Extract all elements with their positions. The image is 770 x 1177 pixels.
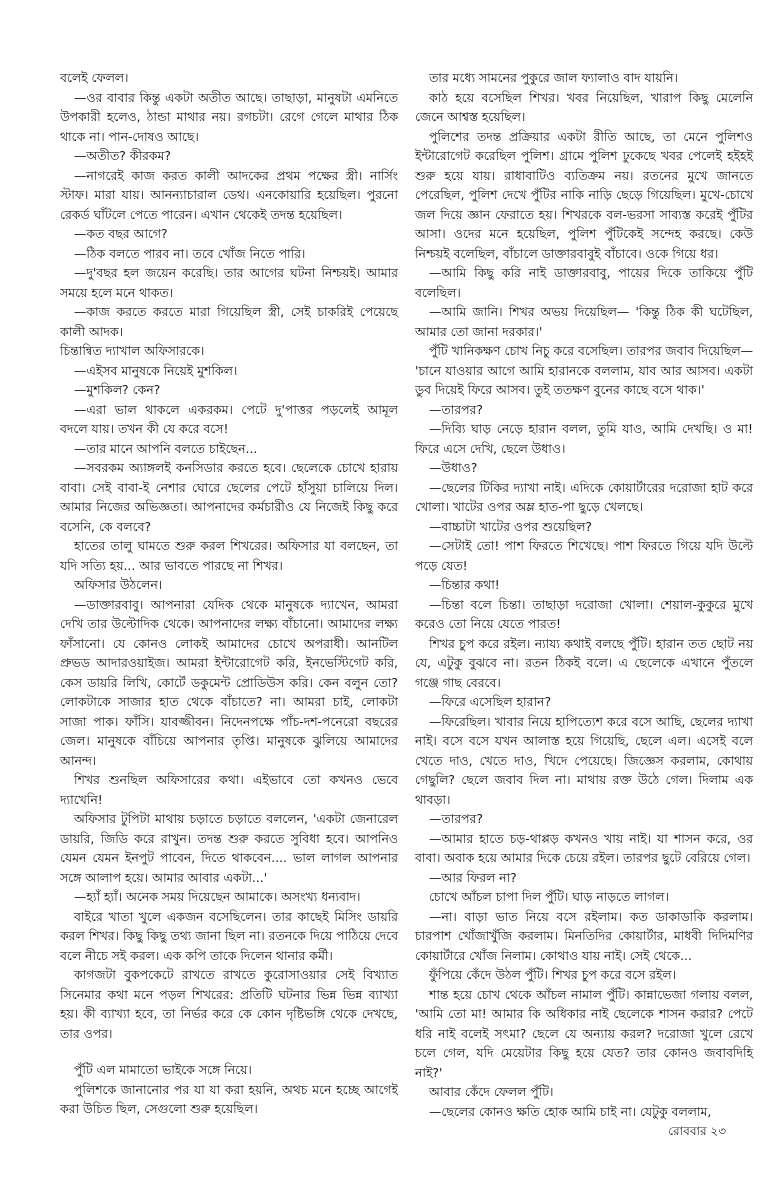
paragraph: —সেটাই তো! পাশ ফিরতে শিখেছে। পাশ ফিরতে গিয়ে যদি উল্টে পড়ে যেত! (415, 538, 753, 573)
paragraph: —এইসব মানুষকে নিয়েই মুশকিল। (74, 362, 238, 378)
paragraph: —উধাও? (429, 460, 478, 475)
paragraph: —মুশকিল? কেন? (74, 382, 161, 397)
paragraph: —অতীত? কীরকম? (74, 148, 171, 163)
paragraph: বলেই ফেলল। (60, 70, 129, 85)
paragraph: শিখর চুপ করে রইল। ন্যায্য কথাই বলছে পুঁটি। হারান তত ছোট নয় যে, এটুকু বুঝবে না। রতন ঠিকই বলে। এ ছেলেকে এখানে পুঁতলে গঞ্জে গাছ বেরবে। (415, 635, 753, 690)
page-footer: রোববার ২৩ (668, 1124, 726, 1138)
paragraph: পুলিশের তদন্ত প্রক্রিয়ার একটা রীতি আছে, তা মেনে পুলিশও ইন্টারোগেট করেছিল পুলিশ। গ্রামে পুলিশ ঢুকেছে খবর পেলেই হইহই শুরু হয়ে যায়। রাধাবাটিও ব্যতিক্রম নয়। রতনের মুখে জানতে পেরেছিল, পুলিশ দেখে পুঁটির নাকি নাড়ি ছেড়ে গিয়েছিল। মুখে-চোখে জল দিয়ে জ্ঞান ফেরাতে হয়। শিখরকে বল-ভরসা সাব্যস্ত করেই পুঁটির আসা। ওদের মনে হয়েছিল, পুলিশ পুঁটিকেই সন্দেহ করছে। কেউ নিশ্চয়ই বলেছিল, বাঁচালে ডাক্তারবাবুই বাঁচাবে। ওকে গিয়ে ধর। (415, 128, 753, 261)
paragraph: শান্ত হয়ে চোখ থেকে আঁচল নামাল পুঁটি। কান্নাভেজা গলায় বলল, 'আমি তো মা! আমার কি অধিকার নাই ছেলেকে শাসন করার? পেটে ধরি নাই বলেই সৎমা? ছেলে যে অন্যায় করল? দরোজা খুলে রেখে চলে গেল, যদি মেয়েটার কিছু হয়ে যেত? তার কোনও জবাবদিহি নাই?' (415, 986, 753, 1080)
paragraph: —আর ফিরল না? (429, 869, 517, 885)
paragraph: শিখর শুনছিল অফিসারের কথা। এইভাবে তো কখনও ভেবে দ্যাখেনি! (60, 772, 398, 807)
paragraph: —আমি জানি। শিখর অভয় দিয়েছিল— 'কিন্তু ঠিক কী ঘটেছিল, আমার তো জানা দরকার।' (415, 304, 753, 339)
paragraph: তার মধ্যে সামনের পুকুরে জাল ফ্যালাও বাদ যায়নি। (429, 70, 678, 85)
paragraph: —ছেলের টিকির দ্যাখা নাই। এদিকে কোয়ার্টারের দরোজা হাট করে খোলা। খাটের ওপর অম্ল হাত-পা ছুড়ে খেলছে। (415, 479, 753, 514)
paragraph: —তার মানে আপনি বলতে চাইছেন... (74, 440, 258, 456)
paragraph: —ঠিক বলতে পারব না। তবে খোঁজ নিতে পারি। (74, 245, 306, 261)
paragraph: —চিন্তার কথা! (429, 577, 500, 592)
paragraph: কাঠ হয়ে বসেছিল শিখর। খবর নিয়েছিল, খারাপ কিছু মেলেনি জেনে আশ্বস্ত হয়েছিল। (415, 89, 753, 124)
paragraph: —নাগরেই কাজ করত কালী আদকের প্রথম পক্ষের স্ত্রী। নার্সিং স্টাফ। মারা যায়। আনন্যাচারাল ডেথ। এনকোয়ারি হয়েছিল। পুরনো রেকর্ড ঘাঁটলে পেতে পারেন। এখান থেকেই তদন্ত হয়েছিল। (60, 167, 398, 222)
paragraph: হাতের তালু ঘামতে শুরু করল শিখরের। অফিসার যা বলছেন, তা যদি সত্যি হয়... আর ভাবতে পারছে না শিখর। (60, 538, 398, 573)
paragraph: —ছেলের কোনও ক্ষতি হোক আমি চাই না। যেটুকু বললাম, (429, 1103, 712, 1119)
paragraph: পুঁটি এল মামাতো ভাইকে সঙ্গে নিয়ে। (74, 1062, 252, 1077)
paragraph: আবার কেঁদে ফেলল পুঁটি। (429, 1084, 554, 1099)
paragraph: অফিসার টুপিটা মাথায় চড়াতে চড়াতে বললেন, 'একটা জেনারেল ডায়রি, জিডি করে রাখুন। তদন্ত শুরু করতে সুবিধা হবে। আপনিও যেমন যেমন ইনপুট পাবেন, দিতে থাকবেন.... ভাল লাগল আপনার সঙ্গে আলাপ হয়ে। আমার আবার একটা...' (60, 811, 398, 885)
paragraph: —দু'বছর হল জয়েন করেছি। তার আগের ঘটনা নিশ্চয়ই। আমার সময়ে হলে মনে থাকত। (60, 265, 398, 300)
paragraph: —ফিরে এসেছিল হারান? (429, 694, 552, 709)
paragraph: —ফিরেছিল। খাবার নিয়ে হাপিত্যেশ করে বসে আছি, ছেলের দ্যাখা নাই। বসে বসে যখন আলাস্ত হয়ে গিয়েছি, ছেলে এল। এসেই বলে খেতে দাও, খেতে দাও, খিদে পেয়েছে। জিজ্ঞেস করলাম, কোথায় গেছুলি? ছেলে জবাব দিল না। মাথায় রক্ত উঠে গেল। দিলাম এক থাবড়া। (415, 713, 753, 807)
paragraph: বাইরে খাতা খুলে একজন বসেছিলেন। তার কাছেই মিসিং ডায়রি করল শিখর। কিছু কিছু তথ্য জানা ছিল না। রতনকে দিয়ে পাঠিয়ে দেবে বলে নীচে সই করল। এক কপি তাকে দিলেন থানার কর্মী। (60, 908, 398, 963)
paragraph: —আমার হাতে চড়-থাপ্পড় কখনও খায় নাই। যা শাসন করে, ওর বাবা। অবাক হয়ে আমার দিকে চেয়ে রইল। তারপর ছুটে বেরিয়ে গেল। (415, 830, 753, 865)
left-column (60, 68, 398, 1119)
paragraph: —তারপর? (429, 401, 483, 417)
paragraph: —ডাক্তারবাবু। আপনারা যেদিক থেকে মানুষকে দ্যাখেন, আমরা দেখি তার উল্টোদিক থেকে। আপনাদের লক্ষ্য বাঁচানো। আমাদের লক্ষ্য ফাঁসানো। যে কোনও লোকই আমাদের চোখে অপরাধী। আনটিল প্রুভড আদারওয়াইজ। আমরা ইন্টারোগেট করি, ইনভেস্টিগেট করি, কেস ডায়রি লিখি, কোর্টে ডকুমেন্ট প্রোডিউস করি। কেন বলুন তো? লোকটাকে সাজার হাত থেকে বাঁচাতে? না। আমরা চাই, লোকটা সাজা পাক। ফাঁসি। যাবজ্জীবন। নিদেনপক্ষে পাঁচ-দশ-পনেরো বছরের জেল। মানুষকে বাঁচিয়ে আপনার তৃপ্তি। মানুষকে ঝুলিয়ে আমাদের আনন্দ। (60, 596, 398, 768)
paragraph: —কত বছর আগে? (74, 226, 168, 241)
paragraph: —সবরকম অ্যাঙ্গলই কনসিডার করতে হবে। ছেলেকে চোখে হারায় বাবা। সেই বাবা-ই নেশার ঘোরে ছেলের পেটে হাঁসুয়া চালিয়ে দিল। আমার নিজের অভিজ্ঞতা। আপনাদের কর্মচারীও যে নিজেই কিছু করে বসেনি, কে বলবে? (60, 460, 398, 534)
paragraph: ফুঁপিয়ে কেঁদে উঠল পুঁটি। শিখর চুপ করে বসে রইল। (429, 967, 676, 982)
paragraph: —কাজ করতে করতে মারা গিয়েছিল স্ত্রী, সেই চাকরিই পেয়েছে কালী আদক। (60, 304, 398, 339)
paragraph: —এরা ভাল থাকলে একরকম। পেটে দু'পাত্তর পড়লেই আমূল বদলে যায়। তখন কী যে করে বসে! (60, 401, 398, 436)
paragraph: —না। বাড়া ভাত নিয়ে বসে রইলাম। কত ডাকাডাকি করলাম। চারপাশ খোঁজাখুঁজি করলাম। মিনতিদির কোয়ার্টার, মাধবী দিদিমণির কোয়ার্টারে খোঁজ নিলাম। কোথাও যায় নাই। সেই থেকে... (415, 908, 753, 963)
paragraph: —চিন্তা বলে চিন্তা। তাছাড়া দরোজা খোলা। শেয়াল-কুকুরে মুখে করেও তো নিয়ে যেতে পারত! (415, 596, 753, 631)
paragraph: —আমি কিছু করি নাই ডাক্তারবাবু, পায়ের দিকে তাকিয়ে পুঁটি বলেছিল। (415, 265, 753, 300)
paragraph: পুলিশকে জানানোর পর যা যা করা হয়নি, অথচ মনে হচ্ছে আগেই করা উচিত ছিল, সেগুলো শুরু হয়েছিল। (60, 1081, 398, 1116)
right-column (415, 68, 753, 1121)
paragraph: —তারপর? (429, 811, 483, 826)
paragraph: —ওর বাবার কিন্তু একটা অতীত আছে। তাছাড়া, মানুষটা এমনিতে উপকারী হলেও, ঠান্ডা মাথার নয়। রগচটা। রেগে গেলে মাথার ঠিক থাকে না। পান-দোষও আছে। (60, 89, 398, 144)
paragraph: চিন্তান্বিত দ্যাখাল অফিসারকে। (60, 343, 205, 358)
paragraph: পুঁটি খানিকক্ষণ চোখ নিচু করে বসেছিল। তারপর জবাব দিয়েছিল— 'চানে যাওয়ার আগে আমি হারানকে বললাম, যাব আর আসব। একটা ডুব দিয়েই ফিরে আসব। তুই ততক্ষণ বুনের কাছে বসে থাক।' (415, 343, 753, 397)
paragraph: —বাচ্চাটা খাটের ওপর শুয়েছিল? (429, 518, 593, 534)
paragraph: —হ্যাঁ হ্যাঁ। অনেক সময় দিয়েছেন আমাকে। অসংখ্য ধন্যবাদ। (74, 889, 361, 904)
paragraph: চোখে আঁচল চাপা দিল পুঁটি। ঘাড় নাড়তে লাগল। (429, 889, 669, 904)
paragraph: —দিব্যি ঘাড় নেড়ে হারান বলল, তুমি যাও, আমি দেখছি। ও মা! ফিরে এসে দেখি, ছেলে উধাও। (415, 421, 753, 456)
paragraph: কাগজটা বুকপকেটে রাখতে রাখতে কুরোসাওয়ার সেই বিখ্যাত সিনেমার কথা মনে পড়ল শিখরের: প্রতিটি ঘটনার ভিন্ন ভিন্ন ব্যাখ্যা হয়। কী ব্যাখ্যা হবে, তা নির্ভর করে কে কোন দৃষ্টিভঙ্গি থেকে দেখছে, তার ওপর। (60, 967, 398, 1041)
paragraph: অফিসার উঠলেন। (74, 577, 163, 592)
